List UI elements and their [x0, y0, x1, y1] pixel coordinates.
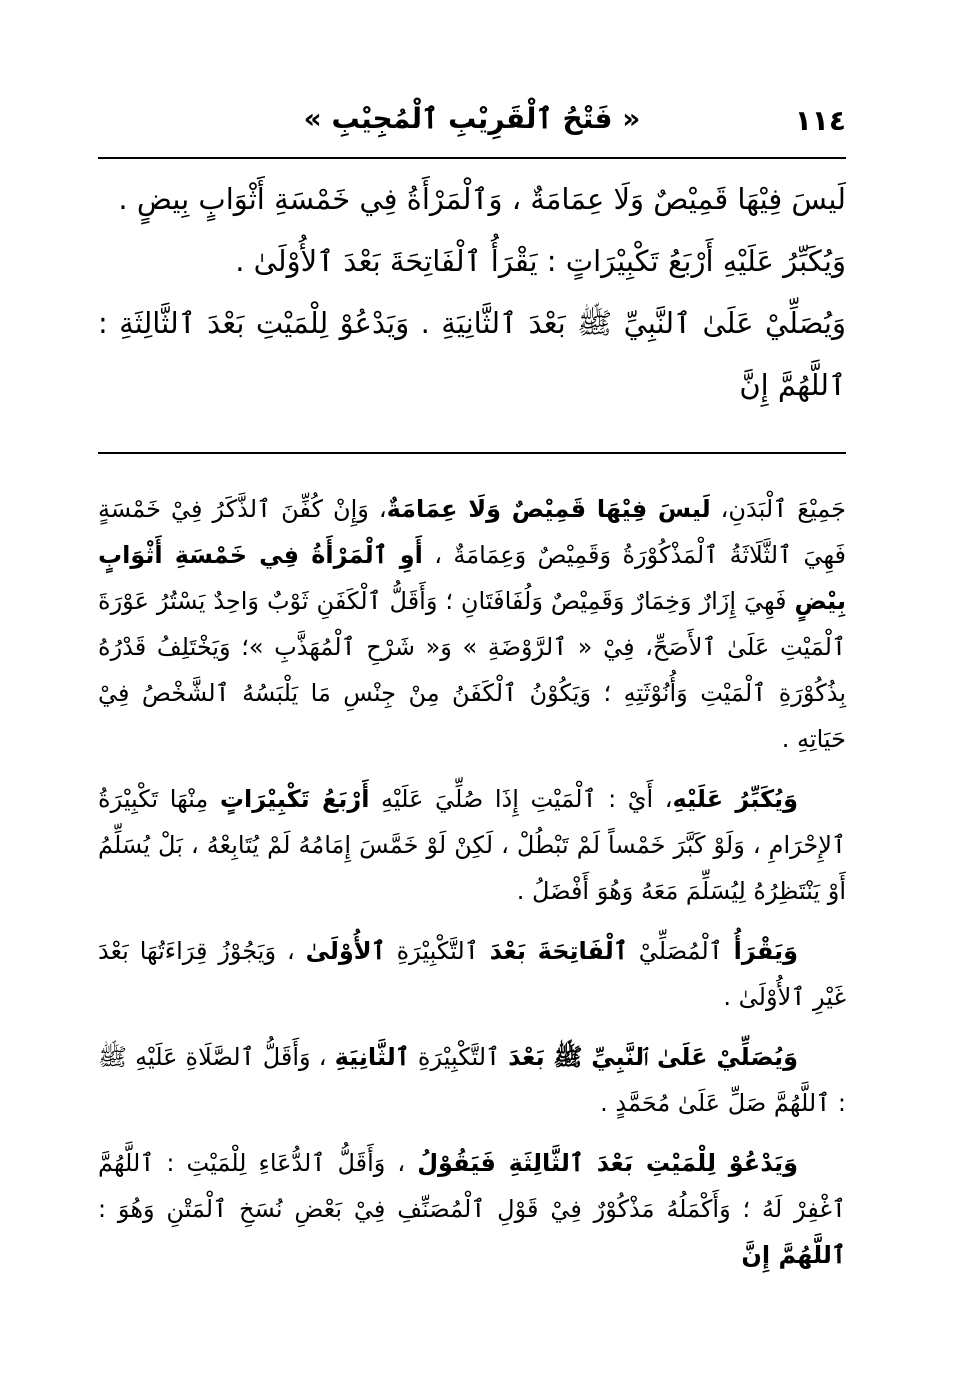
- sharh-text: ، وَيَجُوْزُ قِرَاءَتُهَا بَعْدَ غَيْرِ ٱلأُوْلَىٰ .: [98, 937, 846, 1011]
- matn-quote: ٱلثَّانِيَةِ: [334, 1043, 410, 1071]
- header-rule: [98, 157, 846, 159]
- sharh-paragraph: [98, 486, 846, 762]
- sharh-text: جَمِيْعَ ٱلْبَدَنِ،: [710, 495, 846, 523]
- matn-quote: وَيَدْعُوْ لِلْمَيْتِ بَعْدَ ٱلثَّالِثَةِ فَيَقُوْلُ: [417, 1149, 798, 1177]
- sharh-text: مِنْهَا تَكْبِيْرَةُ ٱلإِحْرَامِ ، وَلَوْ كَبَّرَ خَمْساً لَمْ تَبْطُلْ ، لَكِنْ لَوْ خَمَّسَ إِمَامُهُ لَمْ يُتَابِعْهُ ، بَلْ يُسَلِّمُ أَوْ يَنْتَظِرُهُ لِيُسَلِّمَ مَعَهُ وَهُوَ أَفْضَلُ .: [98, 785, 846, 905]
- running-title: « فَتْحُ ٱلْقَرِيْبِ ٱلْمُجِيْبِ »: [303, 102, 641, 135]
- sharh-text: ٱلْمُصَلِّيْ: [627, 937, 734, 965]
- matn-quote: ٱللَّهُمَّ إِنَّ: [741, 1241, 846, 1269]
- sharh-text: ، وَأَقَلُّ ٱلدُّعَاءِ لِلْمَيْتِ : ٱللَّهُمَّ ٱغْفِرْ لَهُ ؛ وَأَكْمَلُهُ مَذْكُوْرٌ فِيْ قَوْلِ ٱلْمُصَنِّفِ فِيْ بَعْضِ نُسَخِ ٱلْمَتْنِ وَهُوَ :: [98, 1149, 846, 1223]
- matn-line: وَيُكَبِّرُ عَلَيْهِ أَرْبَعُ تَكْبِيْرَاتٍ : يَقْرَأُ ٱلْفَاتِحَةَ بَعْدَ ٱلأُوْلَىٰ .: [235, 244, 846, 278]
- matn-quote: أَرْبَعُ تَكْبِيْرَاتٍ: [219, 785, 370, 813]
- sharh-text: ، وَإِنْ كُفِّنَ ٱلذَّكَرُ فِيْ خَمْسَةٍ فَهِيَ ٱلثَّلَاثَةُ ٱلْمَذْكُوْرَةُ وَقَمِيْصٌ وَعِمَامَةٌ ،: [98, 495, 847, 569]
- matn-quote: وَيُصَلِّيْ عَلَىٰ ٱلنَّبِيِّ ﷺ بَعْدَ: [508, 1043, 799, 1071]
- matn-quote: لَيسَ فِيْهَا قَمِيْصٌ وَلَا عِمَامَةٌ: [386, 495, 711, 523]
- sharh-paragraph: [98, 1034, 846, 1126]
- matn-quote: ٱلأُوْلَىٰ: [305, 937, 386, 965]
- sharh-text: فَهِيَ إِزَارٌ وَخِمَارٌ وَقَمِيْصٌ وَلُفَافَتَانِ ؛ وَأَقَلُّ ٱلْكَفَنِ ثَوْبٌ وَاحِدٌ يَسْتُرُ عَوْرَةَ ٱلْمَيْتِ عَلَىٰ ٱلأَصَحِّ، فِيْ « ٱلرَّوْضَةِ » وَ« شَرْحِ ٱلْمُهَذَّبِ »؛ وَيَخْتَلِفُ قَدْرُهُ بِذُكُوْرَةِ ٱلْمَيْتِ وَأُنُوْثَتِهِ ؛ وَيَكُوْنُ ٱلْكَفَنُ مِنْ جِنْسِ مَا يَلْبَسُهُ ٱلشَّخْصُ فِيْ حَيَاتِهِ .: [98, 587, 846, 753]
- matn-line: لَيسَ فِيْهَا قَمِيْصٌ وَلَا عِمَامَةٌ ، وَٱلْمَرْأَةُ فِي خَمْسَةِ أَثْوَابٍ بِيضٍ .: [118, 182, 846, 216]
- matn-line: وَيُصَلِّيْ عَلَىٰ ٱلنَّبِيِّ ﷺ بَعْدَ ٱلثَّانِيَةِ . وَيَدْعُوْ لِلْمَيْتِ بَعْدَ ٱلثَّالِثَةِ : ٱللَّهُمَّ إِنَّ: [98, 306, 846, 402]
- sharh-text: ، وَأَقَلُّ ٱلصَّلَاةِ عَلَيْهِ ﷺ : ٱللَّهُمَّ صَلِّ عَلَىٰ مُحَمَّدٍ .: [98, 1043, 846, 1117]
- sharh-paragraph: [98, 776, 846, 914]
- matn-quote: أَوِ ٱلْمَرْأَةُ فِي خَمْسَةِ أَثْوَابٍ بِيْضٍ: [98, 541, 846, 615]
- sharh-text: ٱلتَّكْبِيْرَةِ: [385, 937, 490, 965]
- sharh-paragraph: [98, 928, 846, 1020]
- page-header: [98, 92, 846, 152]
- sharh-text-block: [98, 486, 846, 1292]
- matn-text-block: [98, 168, 846, 416]
- sharh-text: ٱلتَّكْبِيْرَةِ: [409, 1043, 509, 1071]
- sharh-paragraph: [98, 1140, 846, 1278]
- matn-quote: ٱلْفَاتِحَةَ بَعْدَ: [489, 937, 628, 965]
- matn-quote: وَيَقْرَأُ: [733, 937, 799, 965]
- page-number: ١١٤: [794, 104, 846, 137]
- matn-quote: وَيُكَبِّرُ عَلَيْهِ: [672, 785, 799, 813]
- sharh-text: ، أَيْ : ٱلْمَيْتِ إِذَا صُلِّيَ عَلَيْهِ: [369, 785, 673, 813]
- matn-sharh-divider: [98, 452, 846, 454]
